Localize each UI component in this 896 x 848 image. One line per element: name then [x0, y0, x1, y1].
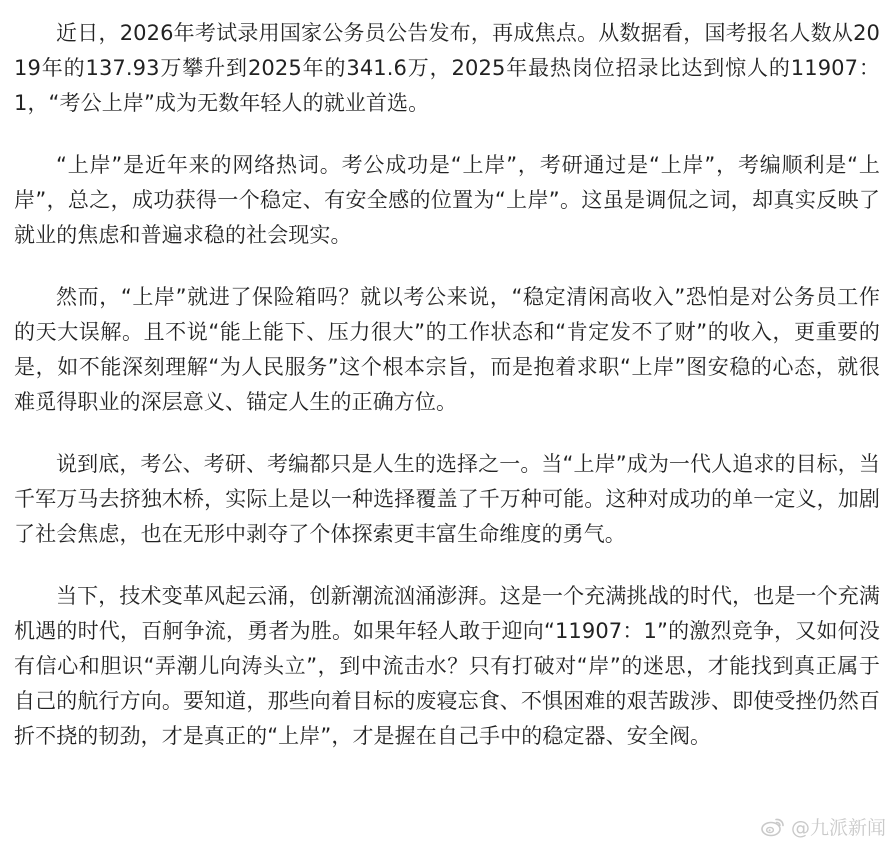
paragraph-1: 近日，2026年考试录用国家公务员公告发布，再成焦点。从数据看，国考报名人数从2019年的137.93万攀升到2025年的341.6万，2025年最热岗位招录比达到惊人的11907：1，“考公上岸”成为无数年轻人的就业首选。: [14, 21, 880, 115]
paragraph-2: “上岸”是近年来的网络热词。考公成功是“上岸”，考研通过是“上岸”，考编顺利是“上岸”，总之，成功获得一个稳定、有安全感的位置为“上岸”。这虽是调侃之词，却真实反映了就业的焦虑和普遍求稳的社会现实。: [14, 153, 880, 247]
watermark-text: @九派新闻: [790, 817, 886, 839]
weibo-watermark: [761, 813, 886, 840]
paragraph-5: 当下，技术变革风起云涌，创新潮流汹涌澎湃。这是一个充满挑战的时代，也是一个充满机遇的时代，百舸争流，勇者为胜。如果年轻人敢于迎向“11907：1”的激烈竞争，又如何没有信心和胆识“弄潮儿向涛头立”，到中流击水？只有打破对“岸”的迷思，才能找到真正属于自己的航行方向。要知道，那些向着目标的废寝忘食、不惧困难的艰苦跋涉、即使受挫仍然百折不挠的韧劲，才是真正的“上岸”，才是握在自己手中的稳定器、安全阀。: [14, 584, 880, 748]
paragraph-4: 说到底，考公、考研、考编都只是人生的选择之一。当“上岸”成为一代人追求的目标，当千军万马去挤独木桥，实际上是以一种选择覆盖了千万种可能。这种对成功的单一定义，加剧了社会焦虑，也在无形中剥夺了个体探索更丰富生命维度的勇气。: [14, 452, 880, 546]
paragraph-3: 然而，“上岸”就进了保险箱吗？就以考公来说，“稳定清闲高收入”恐怕是对公务员工作的天大误解。且不说“能上能下、压力很大”的工作状态和“肯定发不了财”的收入，更重要的是，如不能深刻理解“为人民服务”这个根本宗旨，而是抱着求职“上岸”图安稳的心态，就很难觅得职业的深层意义、锚定人生的正确方位。: [14, 285, 880, 414]
article-body: [14, 16, 880, 754]
weibo-logo-icon: [761, 817, 785, 837]
